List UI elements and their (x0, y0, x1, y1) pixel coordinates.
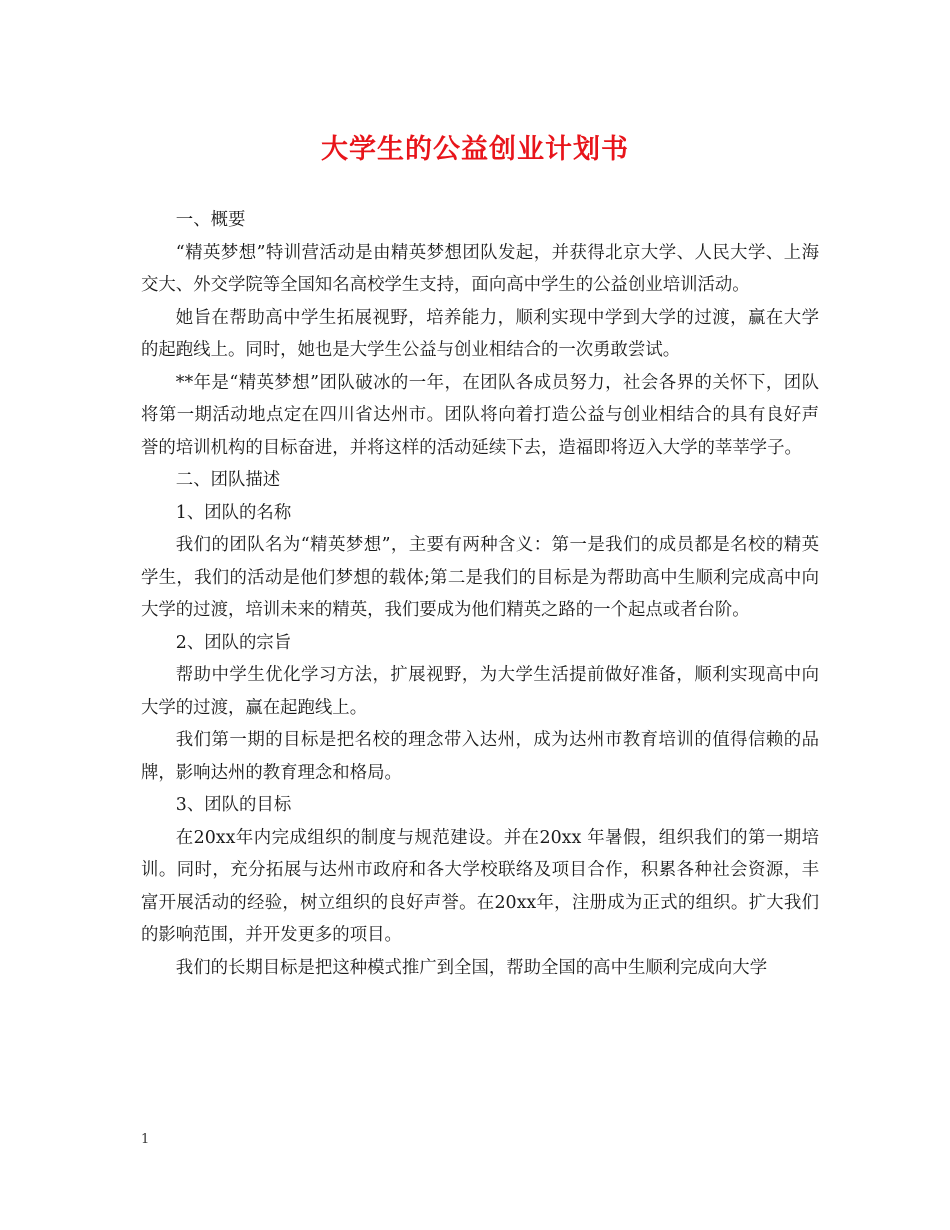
paragraph: 我们的长期目标是把这种模式推广到全国，帮助全国的高中生顺利完成向大学 (175, 957, 768, 978)
document-title: 大学生的公益创业计划书 (321, 134, 629, 165)
paragraph: “精英梦想”特训营活动是由精英梦想团队发起，并获得北京大学、人民大学、上海交大、外交学院等全国知名高校学生支持，面向高中学生的公益创业培训活动。 (141, 242, 819, 295)
paragraph: 帮助中学生优化学习方法，扩展视野，为大学生活提前做好准备，顺利实现高中向大学的过渡，赢在起跑线上。 (141, 665, 819, 718)
document-body (141, 204, 819, 984)
page-number: 1 (141, 1132, 150, 1147)
paragraph: 在20xx年内完成组织的制度与规范建设。并在20xx 年暑假，组织我们的第一期培训。同时，充分拓展与达州市政府和各大学校联络及项目合作，积累各种社会资源，丰富开展活动的经验，树立组织的良好声誉。在20xx年，注册成为正式的组织。扩大我们的影响范围，并开发更多的项目。 (141, 827, 819, 945)
paragraph: 我们的团队名为“精英梦想”，主要有两种含义：第一是我们的成员都是名校的精英学生，我们的活动是他们梦想的载体;第二是我们的目标是为帮助高中生顺利完成高中向大学的过渡，培训未来的精英，我们要成为他们精英之路的一个起点或者台阶。 (141, 535, 819, 620)
paragraph: **年是“精英梦想”团队破冰的一年，在团队各成员努力，社会各界的关怀下，团队将第一期活动地点定在四川省达州市。团队将向着打造公益与创业相结合的具有良好声誉的培训机构的目标奋进，并将这样的活动延续下去，造福即将迈入大学的莘莘学子。 (141, 372, 819, 458)
section-heading-overview: 一、概要 (175, 210, 246, 230)
paragraph: 她旨在帮助高中学生拓展视野，培养能力，顺利实现中学到大学的过渡，赢在大学的起跑线上。同时，她也是大学生公益与创业相结合的一次勇敢尝试。 (141, 307, 819, 360)
paragraph: 我们第一期的目标是把名校的理念带入达州，成为达州市教育培训的值得信赖的品牌，影响达州的教育理念和格局。 (141, 730, 819, 783)
subsection-heading-team-name: 1、团队的名称 (175, 502, 292, 523)
subsection-heading-team-goals: 3、团队的目标 (175, 795, 292, 815)
section-heading-team-description: 二、团队描述 (175, 470, 281, 490)
subsection-heading-team-purpose: 2、团队的宗旨 (175, 632, 292, 653)
